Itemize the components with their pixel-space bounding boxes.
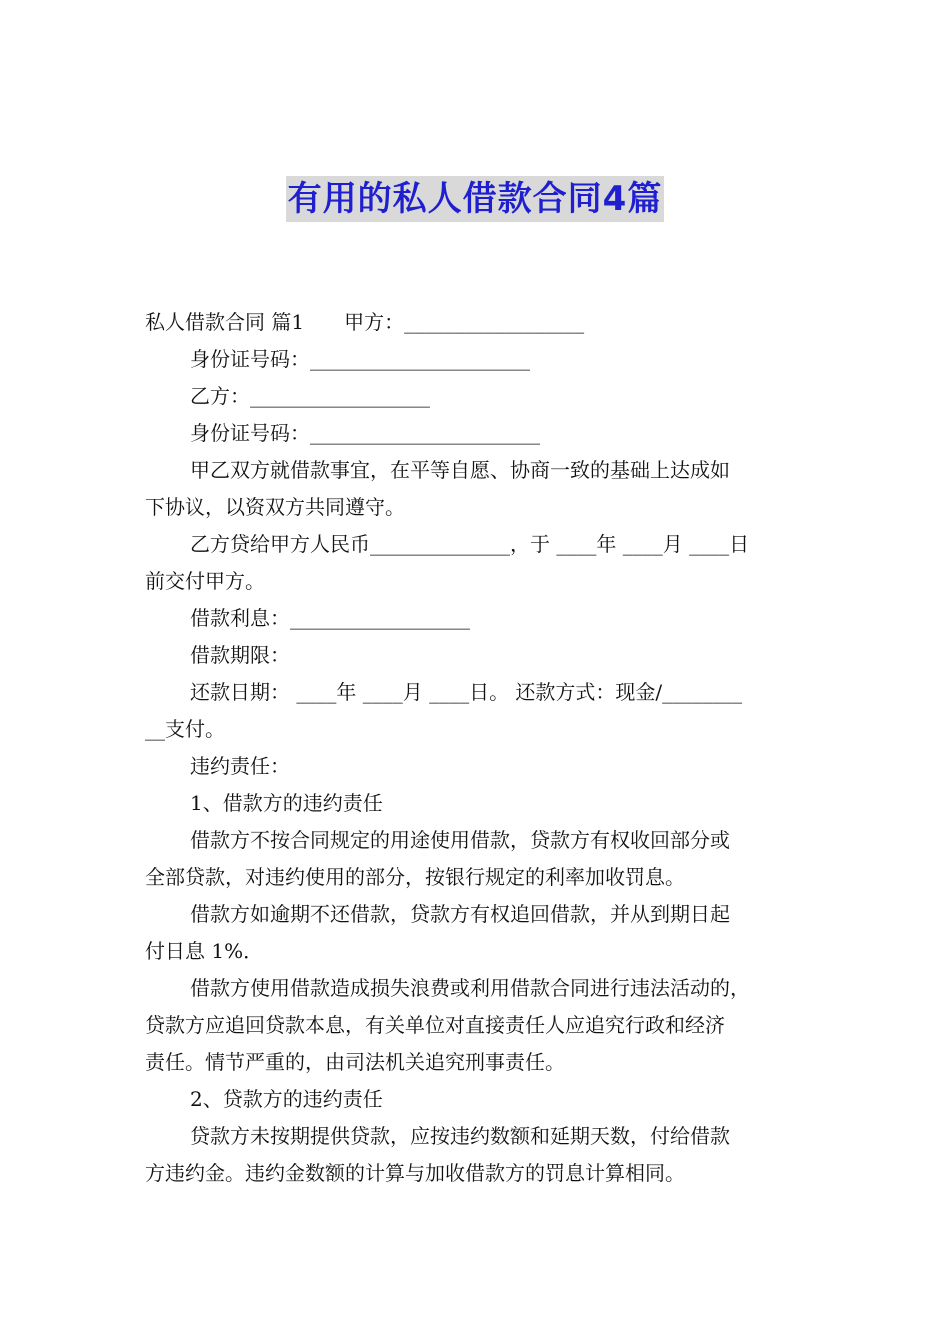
paragraph-line: 甲乙双方就借款事宜，在平等自愿、协商一致的基础上达成如	[190, 458, 730, 482]
paragraph-line: 责任。情节严重的，由司法机关追究刑事责任。	[145, 1050, 565, 1074]
repayment-line: 还款日期： ____年 ____月 ____日。 还款方式：现金/________	[190, 680, 743, 704]
paragraph-line: 借款方使用借款造成损失浪费或利用借款合同进行违法活动的，	[190, 976, 750, 1000]
document-title: 有用的私人借款合同4篇	[286, 176, 665, 222]
document-body	[145, 304, 810, 1192]
party-b-line: 乙方：__________________	[190, 384, 430, 408]
id-number-line-a: 身份证号码：______________________	[190, 347, 530, 371]
subsection-heading: 1、借款方的违约责任	[190, 791, 383, 815]
paragraph-line: 付日息 1%．	[145, 939, 264, 963]
id-number-line-b: 身份证号码：_______________________	[190, 421, 540, 445]
paragraph-line: 全部贷款，对违约使用的部分，按银行规定的利率加收罚息。	[145, 865, 685, 889]
paragraph-line: __支付。	[145, 717, 225, 741]
paragraph-line: 借款方如逾期不还借款，贷款方有权追回借款，并从到期日起	[190, 902, 730, 926]
contract-heading-line: 私人借款合同 篇1 甲方：__________________	[145, 310, 585, 334]
paragraph-line: 前交付甲方。	[145, 569, 265, 593]
title-container	[0, 176, 950, 222]
paragraph-line: 下协议，以资双方共同遵守。	[145, 495, 405, 519]
paragraph-line: 贷款方未按期提供贷款，应按违约数额和延期天数，付给借款	[190, 1124, 730, 1148]
interest-line: 借款利息：__________________	[190, 606, 470, 630]
section-heading: 违约责任：	[190, 754, 290, 778]
paragraph-line: 借款方不按合同规定的用途使用借款，贷款方有权收回部分或	[190, 828, 730, 852]
subsection-heading: 2、贷款方的违约责任	[190, 1087, 383, 1111]
paragraph-line: 方违约金。违约金数额的计算与加收借款方的罚息计算相同。	[145, 1161, 685, 1185]
paragraph-line: 贷款方应追回贷款本息，有关单位对直接责任人应追究行政和经济	[145, 1013, 725, 1037]
paragraph-line: 乙方贷给甲方人民币______________，于 ____年 ____月 ____日	[190, 532, 750, 556]
term-line: 借款期限：	[190, 643, 290, 667]
